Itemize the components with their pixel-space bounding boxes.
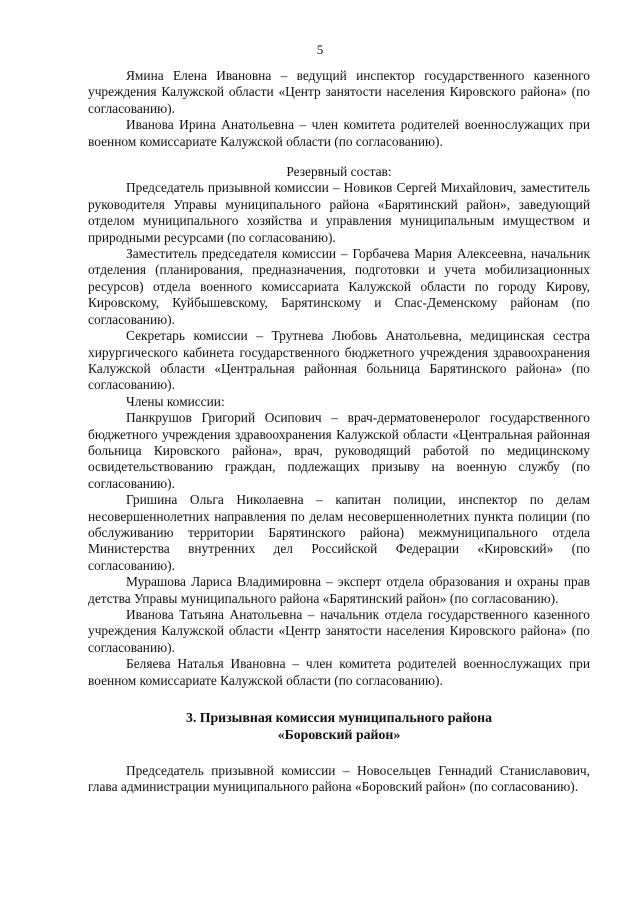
page-number: 5 <box>316 42 324 57</box>
paragraph-yamina: Ямина Елена Ивановна – ведущий инспектор государственного казенного учреждения Калужской области «Центр занятости населения Кировского района» (по согласованию). <box>88 68 590 116</box>
reserve-title: Резервный состав: <box>286 164 392 180</box>
paragraph-member-belyaeva: Беляева Наталья Ивановна – член комитета родителей военнослужащих при военном комиссариате Калужской области (по согласованию). <box>88 656 590 688</box>
paragraph-member-pankrushov: Панкрушов Григорий Осипович – врач-дерматовенеролог государственного бюджетного учреждения здравоохранения Калужской области «Центральная районная больница Кировского района», врач, руководящий работой по медицинскому освидетельствованию граждан, подлежащих призыву на военную службу (по согласованию). <box>88 410 590 491</box>
paragraph-member-grishina: Гришина Ольга Николаевна – капитан полиции, инспектор по делам несовершеннолетних направления по делам несовершеннолетних пункта полиции (по обслуживанию территории Барятинского района) межмуниципального отдела Министерства внутренних дел Российской Федерации «Кировский» (по согласованию). <box>88 492 590 573</box>
section-heading-line1: 3. Призывная комиссия муниципального района <box>185 710 493 726</box>
paragraph-secretary-reserve: Секретарь комиссии – Трутнева Любовь Анатольевна, медицинская сестра хирургического кабинета государственного бюджетного учреждения здравоохранения Калужской области «Центральная районная больница Барятинского района» (по согласованию). <box>88 328 590 393</box>
paragraph-chairman-reserve: Председатель призывной комиссии – Новиков Сергей Михайлович, заместитель руководителя Управы муниципального района «Барятинский район», заведующий отделом муниципального хозяйства и управления муниципальным имуществом и природными ресурсами (по согласованию). <box>88 180 590 245</box>
members-title: Члены комиссии: <box>126 393 225 409</box>
document-body <box>88 68 590 796</box>
section-heading <box>88 709 590 743</box>
paragraph-borovsky-chairman: Председатель призывной комиссии – Новосельцев Геннадий Станиславович, глава администрации муниципального района «Боровский район» (по согласованию). <box>88 763 590 795</box>
paragraph-member-murashova: Мурашова Лариса Владимировна – эксперт отдела образования и охраны прав детства Управы муниципального района «Барятинский район» (по согласованию). <box>88 574 590 606</box>
paragraph-deputy-reserve: Заместитель председателя комиссии – Горбачева Мария Алексеевна, начальник отделения (планирования, предназначения, подготовки и учета мобилизационных ресурсов) отдела военного комиссариата Калужской области по городу Кирову, Кировскому, Куйбышевскому, Барятинскому и Спас-Деменскому районам (по согласованию). <box>88 246 590 327</box>
paragraph-member-ivanova-tatiana: Иванова Татьяна Анатольевна – начальник отдела государственного казенного учреждения Калужской области «Центр занятости населения Кировского района» (по согласованию). <box>88 607 590 655</box>
paragraph-ivanova-irina: Иванова Ирина Анатольевна – член комитета родителей военнослужащих при военном комиссариате Калужской области (по согласованию). <box>88 117 590 149</box>
section-heading-line2: «Боровский район» <box>277 727 401 743</box>
